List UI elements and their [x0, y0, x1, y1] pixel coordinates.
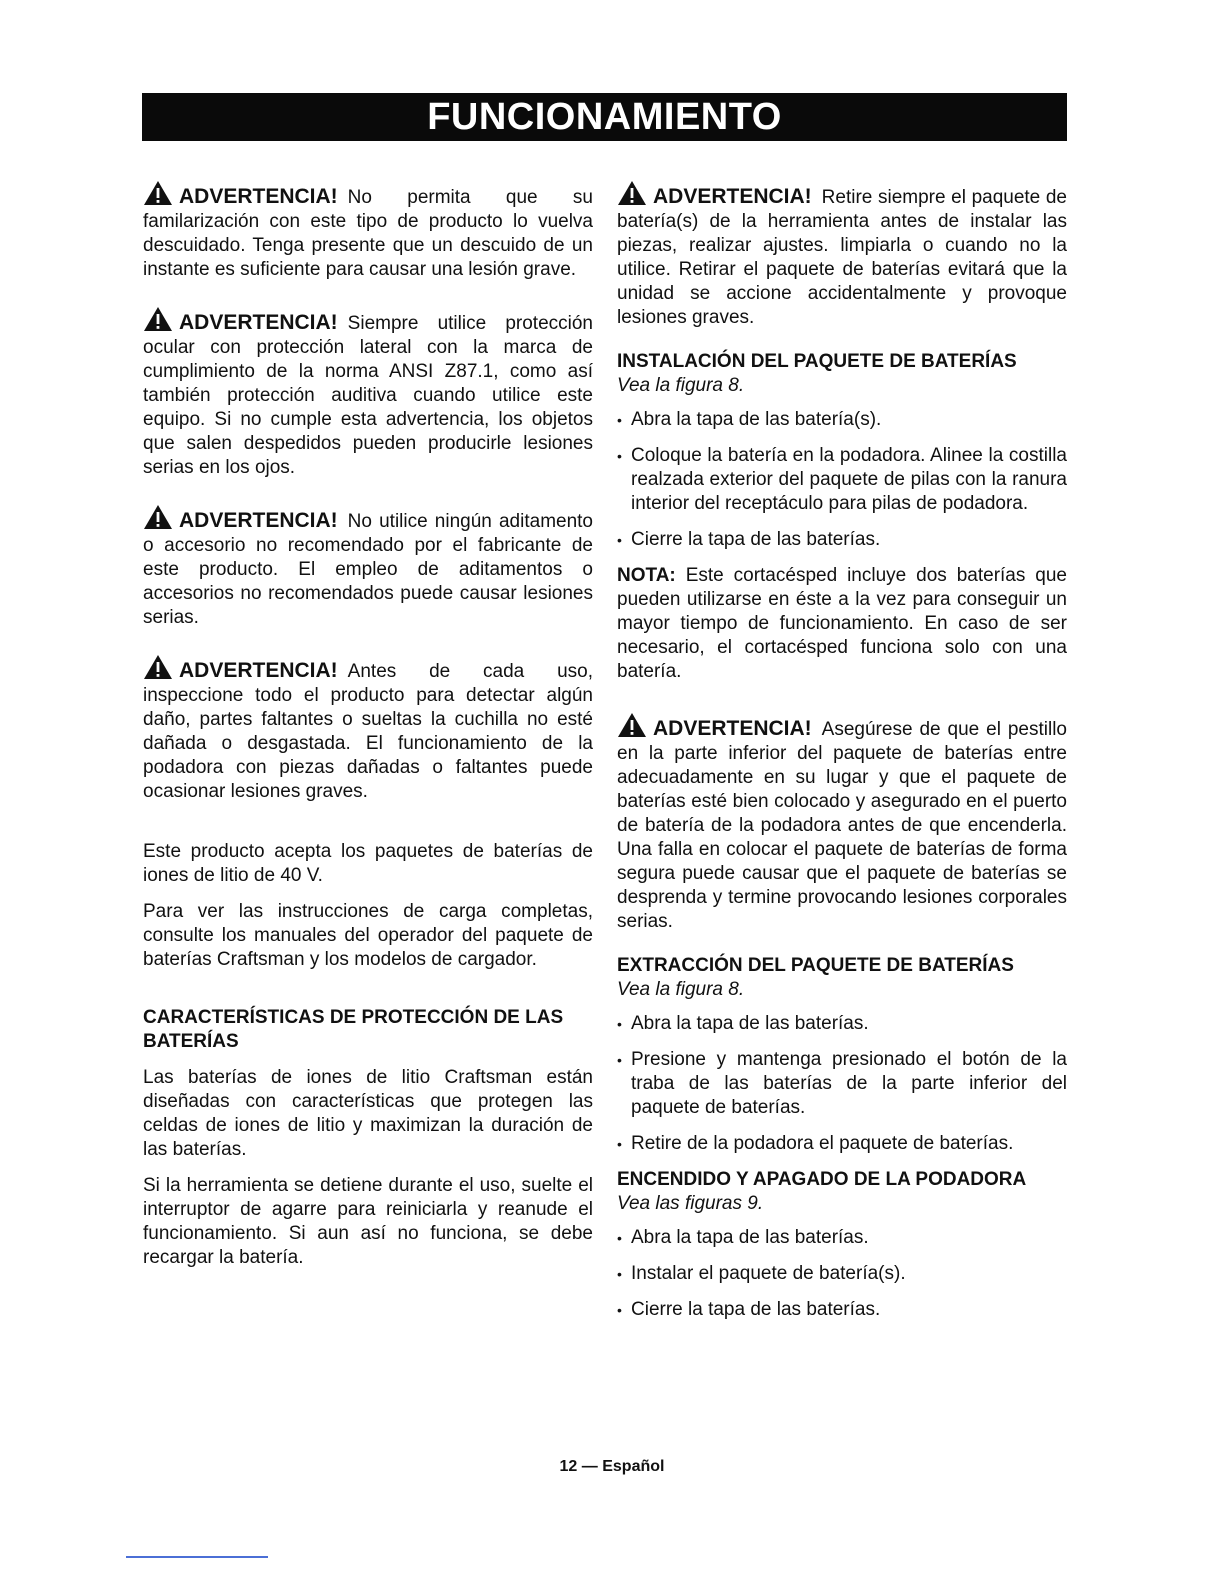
page-footer: 12 — Español: [559, 1458, 665, 1475]
warning-label: ADVERTENCIA!: [653, 717, 812, 740]
warning-text: No permita que su familarización con este tipo de producto lo vuelva descuidado. Tenga presente que un descuido de un instante es suficiente para causar una lesión grave.: [143, 187, 593, 280]
warning-block: [617, 712, 1067, 934]
extract-steps: [617, 1012, 1067, 1156]
list-item: • Retire de la podadora el paquete de baterías.: [617, 1132, 1067, 1156]
warning-label: ADVERTENCIA!: [653, 185, 812, 208]
section-title: FUNCIONAMIENTO: [427, 95, 782, 138]
section-header: [142, 93, 1067, 141]
protection-heading: CARACTERÍSTICAS DE PROTECCIÓN DE LAS BATERÍAS: [143, 1007, 564, 1052]
note-label: NOTA:: [617, 565, 676, 586]
protection-paragraph: Las baterías de iones de litio Craftsman están diseñadas con características que protegen las celdas de iones de litio y maximizan la duración de las baterías.: [143, 1067, 593, 1160]
right-column: [617, 180, 1067, 1334]
charging-instructions-paragraph: Para ver las instrucciones de carga completas, consulte los manuales del operador del paquete de baterías Craftsman y los modelos de cargador.: [143, 901, 593, 970]
install-steps: [617, 408, 1067, 552]
install-figure-ref: Vea la figura 8.: [617, 375, 745, 396]
battery-voltage-paragraph: Este producto acepta los paquetes de baterías de iones de litio de 40 V.: [143, 841, 593, 886]
warning-text: Siempre utilice protección ocular con protección lateral con la marca de cumplimiento de la norma ANSI Z87.1, como así también protección auditiva cuando utilice este equipo. Si no cumple esta advertencia, los objetos que salen despedidos pueden producirle lesiones serias en los ojos.: [143, 313, 593, 478]
warning-triangle-icon: [143, 180, 173, 206]
extract-figure-ref: Vea la figura 8.: [617, 979, 745, 1000]
extract-heading: EXTRACCIÓN DEL PAQUETE DE BATERÍAS: [617, 955, 1014, 976]
list-item: • Abra la tapa de las batería(s).: [617, 408, 1067, 432]
list-item: • Coloque la batería en la podadora. Alinee la costilla realzada exterior del paquete de pilas con la ranura interior del receptáculo para pilas de podadora.: [617, 444, 1067, 516]
list-item: • Abra la tapa de las baterías.: [617, 1012, 1067, 1036]
power-steps: [617, 1226, 1067, 1322]
warning-label: ADVERTENCIA!: [179, 185, 338, 208]
divider: [126, 1556, 268, 1558]
warning-text: Retire siempre el paquete de batería(s) de la herramienta antes de instalar las piezas, realizar ajustes. limpiarla o cuando no la utilice. Retirar el paquete de baterías evitará que la unidad se accione accidentalmente y provoque lesiones graves.: [617, 187, 1067, 328]
warning-block: [143, 654, 593, 804]
warning-label: ADVERTENCIA!: [179, 311, 338, 334]
list-item: • Cierre la tapa de las baterías.: [617, 528, 1067, 552]
warning-triangle-icon: [617, 712, 647, 738]
warning-triangle-icon: [617, 180, 647, 206]
warning-triangle-icon: [143, 504, 173, 530]
warning-text: No utilice ningún aditamento o accesorio no recomendado por el fabricante de este producto. El empleo de aditamentos o accesorios no recomendados puede causar lesiones serias.: [143, 511, 593, 628]
list-item: • Instalar el paquete de batería(s).: [617, 1262, 1067, 1286]
left-column: [143, 180, 593, 1282]
warning-text: Antes de cada uso, inspeccione todo el producto para detectar algún daño, partes faltantes o sueltas la cuchilla no esté dañada o desgastada. El funcionamiento de la podadora con piezas dañadas o faltantes puede ocasionar lesiones graves.: [143, 661, 593, 802]
warning-triangle-icon: [143, 654, 173, 680]
warning-block: [143, 180, 593, 282]
warning-block: [143, 504, 593, 630]
install-heading: INSTALACIÓN DEL PAQUETE DE BATERÍAS: [617, 351, 1017, 372]
warning-block: [617, 180, 1067, 330]
list-item: • Abra la tapa de las baterías.: [617, 1226, 1067, 1250]
warning-label: ADVERTENCIA!: [179, 509, 338, 532]
list-item: • Presione y mantenga presionado el botón de la traba de las baterías de la parte inferior del paquete de baterías.: [617, 1048, 1067, 1120]
power-figure-ref: Vea las figuras 9.: [617, 1193, 764, 1214]
warning-triangle-icon: [143, 306, 173, 332]
warning-block: [143, 306, 593, 480]
list-item: • Cierre la tapa de las baterías.: [617, 1298, 1067, 1322]
power-heading: ENCENDIDO Y APAGADO DE LA PODADORA: [617, 1169, 1027, 1190]
note-text: Este cortacésped incluye dos baterías que pueden utilizarse en éste a la vez para conseguir un mayor tiempo de funcionamiento. En caso de ser necesario, el cortacésped funciona solo con una batería.: [617, 565, 1067, 682]
note-paragraph: [617, 564, 1067, 684]
warning-text: Asegúrese de que el pestillo en la parte inferior del paquete de baterías entre adecuadamente en su lugar y que el paquete de baterías esté bien colocado y asegurado en el puerto de batería de la podadora antes de que encenderla. Una falla en colocar el paquete de baterías de forma segura puede causar que el paquete de baterías se desprenda y termine provocando lesiones corporales serias.: [617, 719, 1067, 932]
protection-paragraph: Si la herramienta se detiene durante el uso, suelte el interruptor de agarre para reiniciarla y reanude el funcionamiento. Si aun así no funciona, se debe recargar la batería.: [143, 1175, 593, 1268]
warning-label: ADVERTENCIA!: [179, 659, 338, 682]
